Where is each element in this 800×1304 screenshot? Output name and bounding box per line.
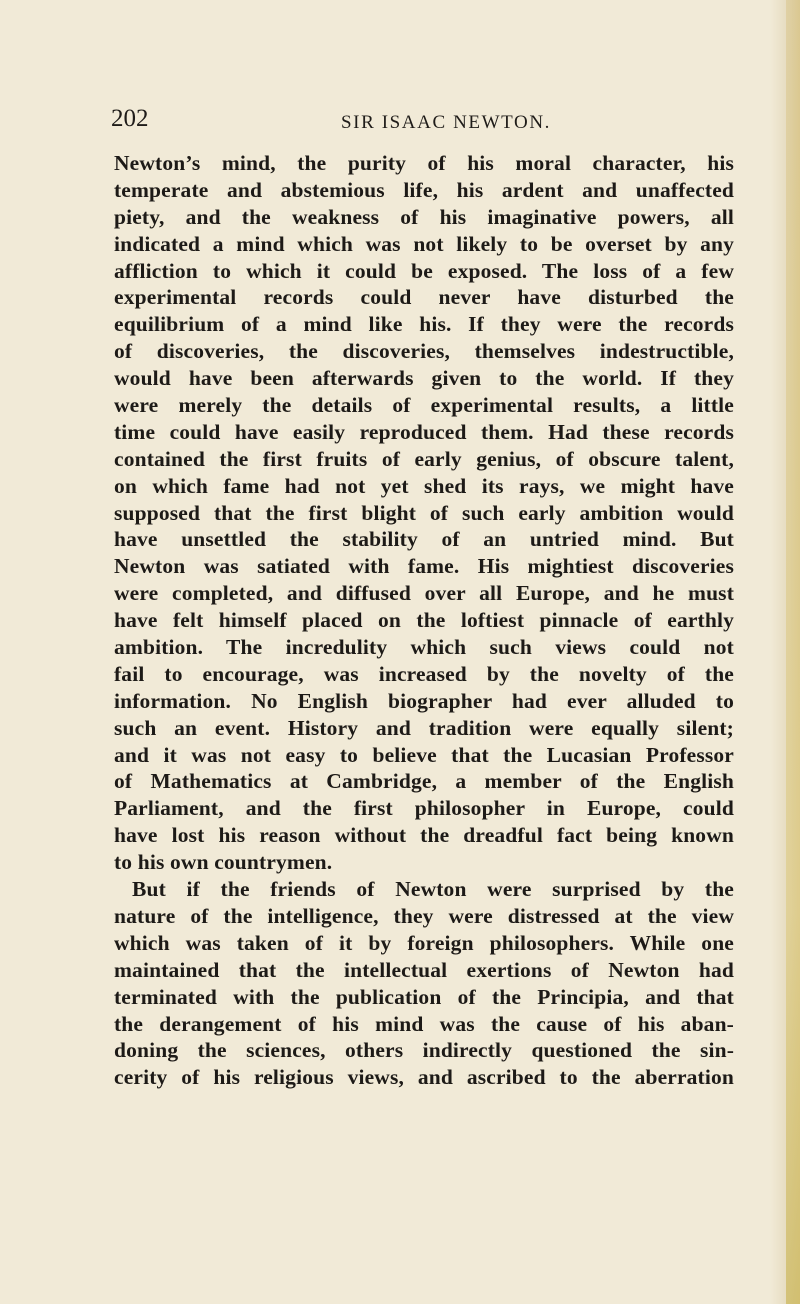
- text-line: equilibrium of a mind like his. If they were the records: [114, 312, 734, 337]
- text-line: Newton was satiated with fame. His mightiest discoveries: [114, 554, 734, 579]
- body-text: [114, 150, 734, 1091]
- page-header: [111, 103, 751, 135]
- text-line: doning the sciences, others indirectly questioned the sin-: [114, 1038, 734, 1063]
- text-line: information. No English biographer had ever alluded to: [114, 688, 734, 713]
- text-line: fail to encourage, was increased by the novelty of the: [114, 661, 734, 686]
- text-line-paragraph-start: But if the friends of Newton were surprised by the: [132, 877, 734, 902]
- text-line: supposed that the first blight of such early ambition would: [114, 500, 734, 525]
- text-line: cerity of his religious views, and ascribed to the aberration: [114, 1065, 734, 1090]
- text-line: have felt himself placed on the loftiest pinnacle of earthly: [114, 608, 734, 633]
- text-line: on which fame had not yet shed its rays, we might have: [114, 473, 734, 498]
- text-line: experimental records could never have disturbed the: [114, 285, 734, 310]
- text-line: piety, and the weakness of his imaginative powers, all: [114, 204, 734, 229]
- text-line: of discoveries, the discoveries, themselves indestructible,: [114, 339, 734, 364]
- text-line: contained the first fruits of early genius, of obscure talent,: [114, 446, 734, 471]
- text-line: have unsettled the stability of an untried mind. But: [114, 527, 734, 552]
- text-line: indicated a mind which was not likely to be overset by any: [114, 231, 734, 256]
- text-line: the derangement of his mind was the cause of his aban-: [114, 1011, 734, 1036]
- text-line: terminated with the publication of the Principia, and that: [114, 984, 734, 1009]
- text-line: have lost his reason without the dreadful fact being known: [114, 823, 734, 848]
- text-line: ambition. The incredulity which such views could not: [114, 635, 734, 660]
- text-line: nature of the intelligence, they were distressed at the view: [114, 903, 734, 928]
- running-head: SIR ISAAC NEWTON.: [341, 112, 551, 133]
- page-number: 202: [111, 105, 149, 132]
- page-edge-stain: [786, 0, 800, 1304]
- text-line: and it was not easy to believe that the Lucasian Professor: [114, 742, 734, 767]
- text-line: which was taken of it by foreign philosophers. While one: [114, 930, 734, 955]
- text-line: affliction to which it could be exposed. The loss of a few: [114, 258, 734, 283]
- text-line: were completed, and diffused over all Europe, and he must: [114, 581, 734, 606]
- text-line: of Mathematics at Cambridge, a member of the English: [114, 769, 734, 794]
- text-line-paragraph-end: to his own countrymen.: [114, 850, 333, 875]
- text-line: time could have easily reproduced them. Had these records: [114, 419, 734, 444]
- text-line: maintained that the intellectual exertions of Newton had: [114, 957, 734, 982]
- text-line: temperate and abstemious life, his ardent and unaffected: [114, 177, 734, 202]
- text-line: were merely the details of experimental results, a little: [114, 393, 734, 418]
- text-line: Parliament, and the first philosopher in Europe, could: [114, 796, 734, 821]
- text-line: Newton’s mind, the purity of his moral character, his: [114, 151, 734, 175]
- text-line: would have been afterwards given to the world. If they: [114, 366, 734, 391]
- text-line: such an event. History and tradition were equally silent;: [114, 715, 734, 740]
